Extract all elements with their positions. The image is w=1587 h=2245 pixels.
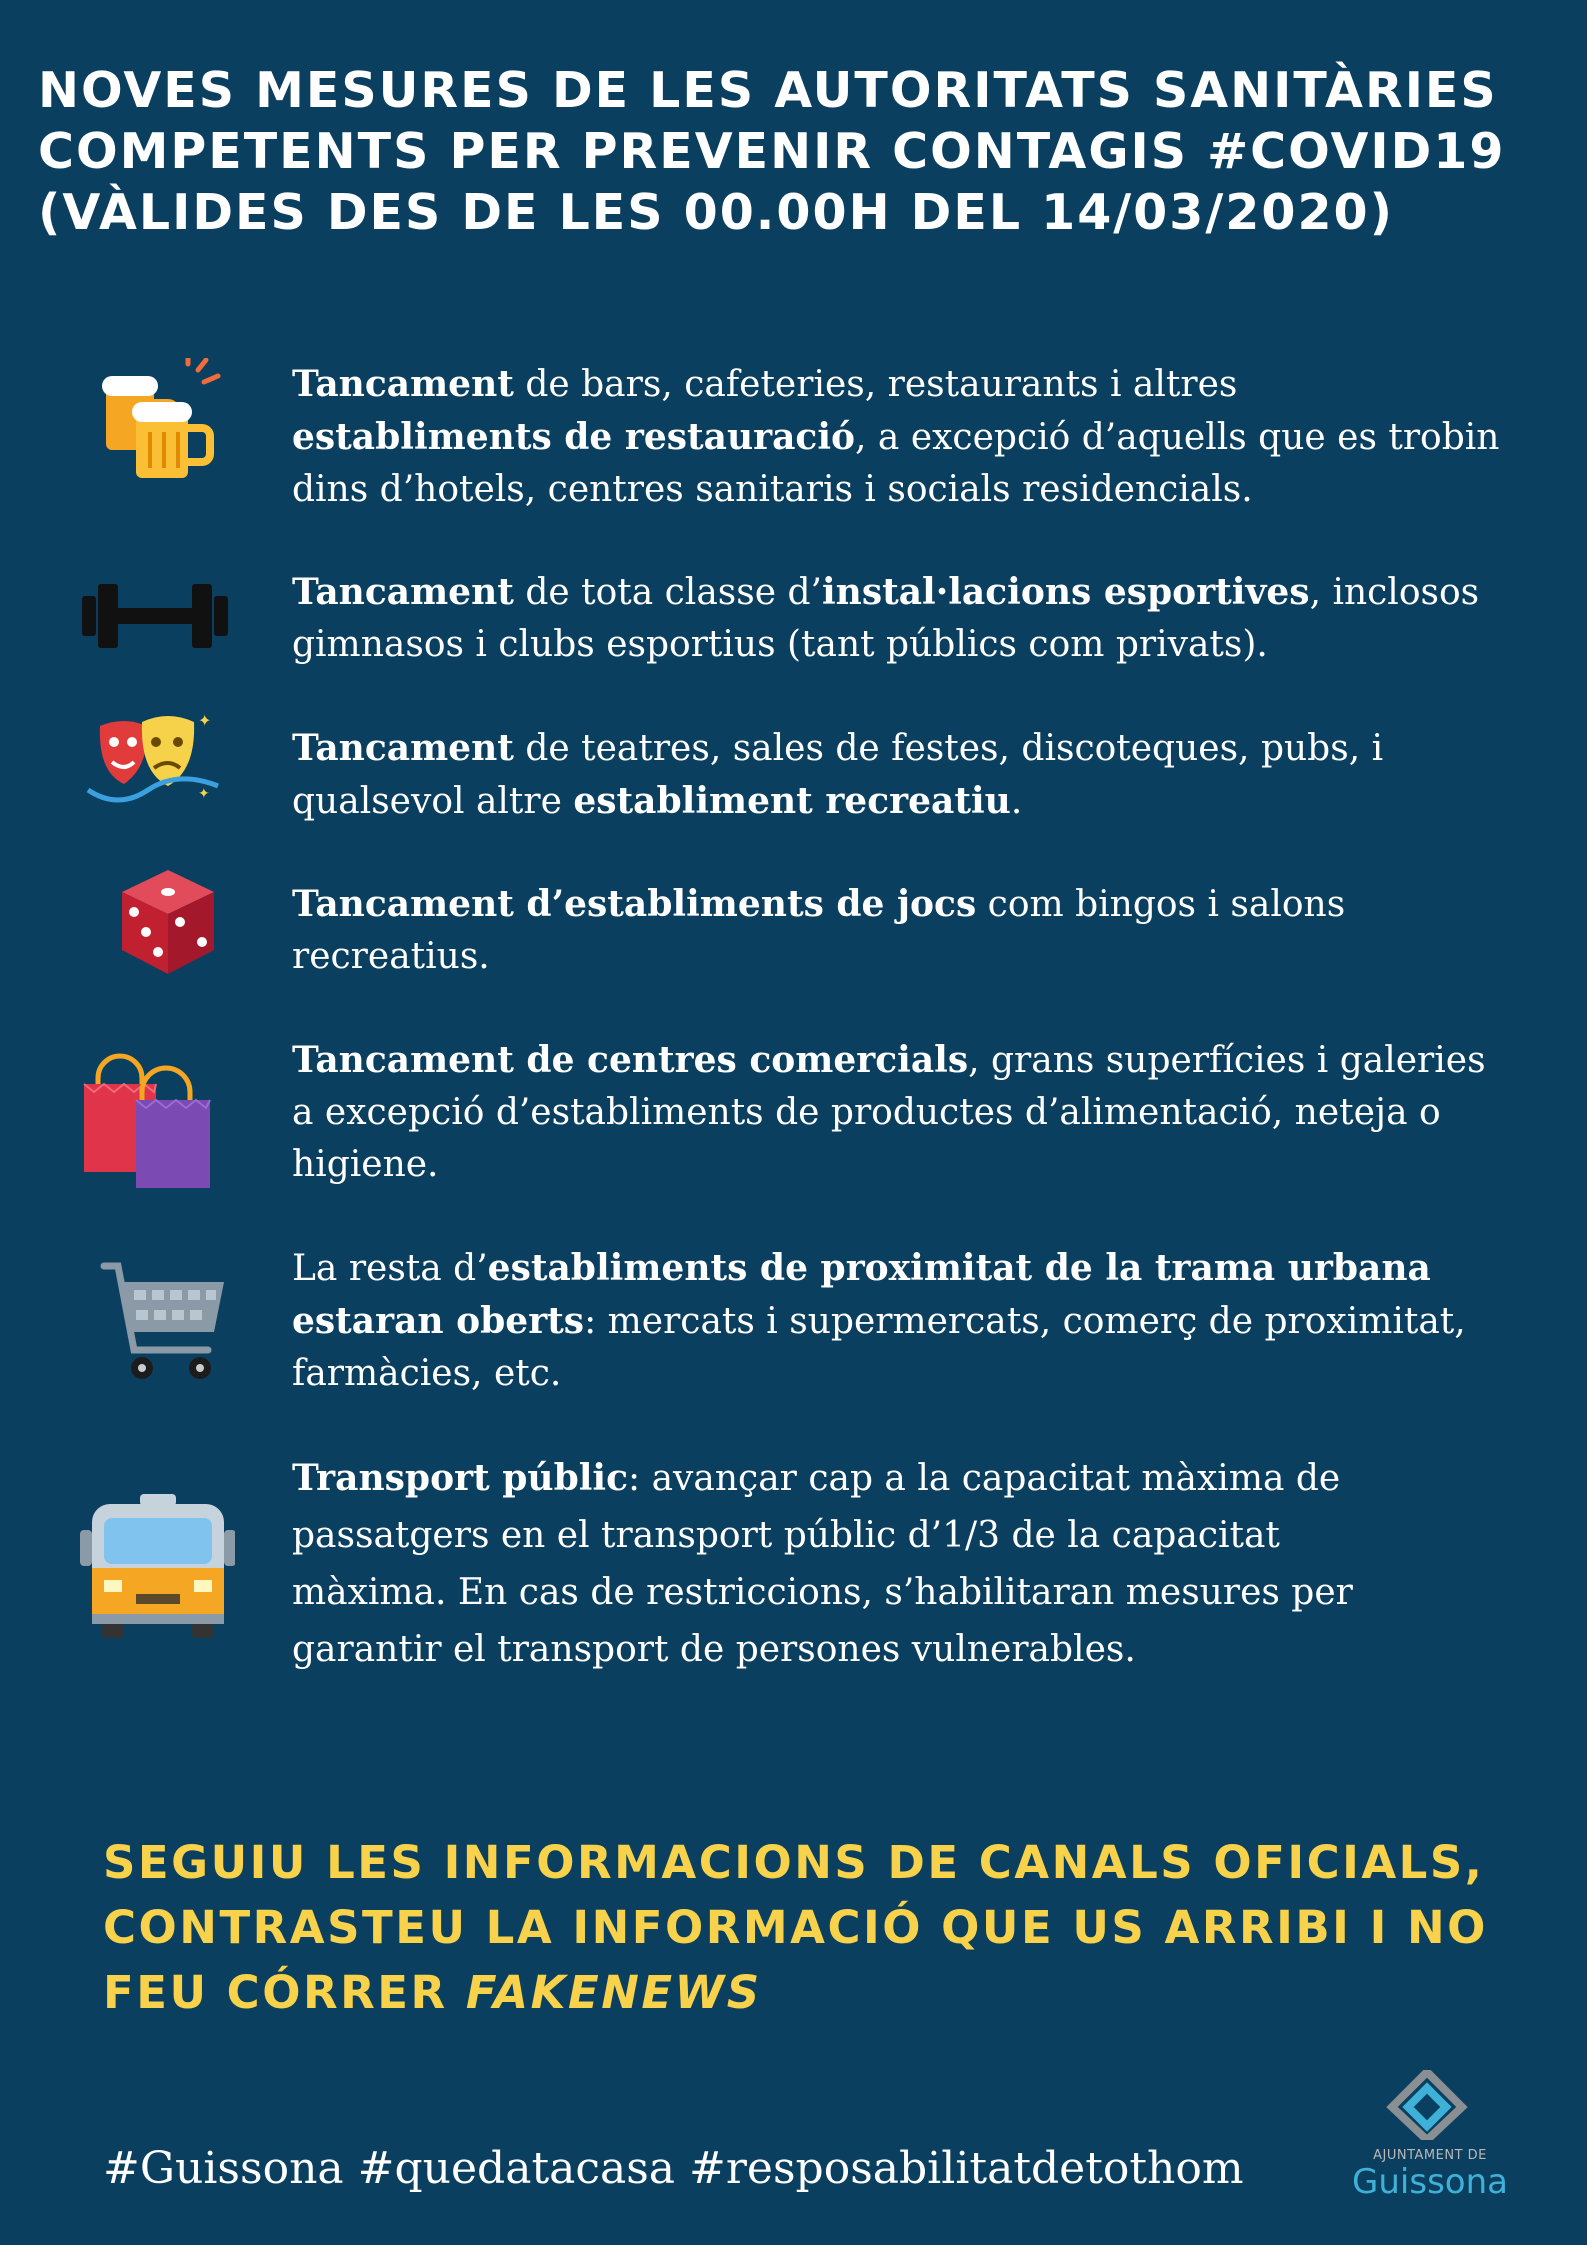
measure-text-line	[292, 1507, 1552, 1564]
beer-mugs-icon	[80, 358, 235, 488]
bus-icon	[80, 1490, 235, 1640]
bold-text: estaran oberts	[292, 1300, 585, 1342]
measure-text-line	[292, 931, 1552, 983]
text-run: recreatius.	[292, 936, 490, 977]
measure-text	[292, 722, 1552, 828]
text-run: qualsevol altre	[292, 781, 574, 822]
logo-line-2: Guissona	[1352, 2162, 1508, 2202]
text-run: , grans superfícies i galeries	[968, 1040, 1486, 1081]
measure-text-line	[292, 1450, 1552, 1507]
measure-text-line	[292, 411, 1552, 464]
official-channels-callout	[103, 1830, 1543, 2025]
bold-text: establiment recreatiu	[573, 780, 1011, 822]
text-run: : mercats i supermercats, comerç de proximitat,	[584, 1301, 1466, 1342]
fakenews-label: FAKENEWS	[465, 1966, 762, 2019]
callout-line	[103, 1960, 1543, 2025]
text-run: La resta d’	[292, 1248, 488, 1289]
text-run: garantir el transport de persones vulnerables.	[292, 1629, 1136, 1670]
measure-text	[292, 566, 1552, 671]
text-run: , a excepció d’aquells que es trobin	[855, 417, 1500, 458]
text-run: de teatres, sales de festes, discoteques, pubs, i	[513, 728, 1384, 769]
title-line: (VÀLIDES DES DE LES 00.00H DEL 14/03/2020)	[38, 184, 1395, 241]
measure-text-line	[292, 878, 1552, 931]
measure-text-line	[292, 1621, 1552, 1678]
bold-text: establiments de restauració	[292, 416, 856, 458]
bold-text: Tancament	[292, 363, 514, 405]
measure-text-line	[292, 566, 1552, 619]
logo-line-1: AJUNTAMENT DE	[1373, 2148, 1487, 2163]
shopping-cart-icon	[80, 1260, 235, 1390]
measure-text-line	[292, 1034, 1552, 1087]
title-line: COMPETENTS PER PREVENIR CONTAGIS #COVID19	[38, 123, 1506, 180]
page-title	[38, 60, 1558, 243]
bold-text: Transport públic	[292, 1457, 629, 1499]
measure-text-line	[292, 358, 1552, 411]
hashtags: #Guissona #quedatacasa #resposabilitatdetothom	[103, 2143, 1244, 2194]
measure-text-line	[292, 1087, 1552, 1139]
measure-text-line	[292, 464, 1552, 516]
guissona-logo-icon	[1382, 2070, 1472, 2140]
text-run: de tota classe d’	[513, 572, 822, 613]
dumbbell-icon	[78, 550, 233, 680]
text-run: , inclosos	[1309, 572, 1480, 613]
measure-text	[292, 1450, 1552, 1678]
text-run: a excepció d’establiments de productes d’alimentació, neteja o	[292, 1092, 1441, 1133]
callout-line: SEGUIU LES INFORMACIONS DE CANALS OFICIALS,	[103, 1836, 1485, 1889]
title-line: NOVES MESURES DE LES AUTORITATS SANITÀRIES	[38, 62, 1498, 119]
text-run: : avançar cap a la capacitat màxima de	[628, 1458, 1341, 1499]
measure-text	[292, 1242, 1552, 1400]
measure-text-line	[292, 1348, 1552, 1400]
shopping-bags-icon	[80, 1048, 235, 1188]
measure-text	[292, 1034, 1552, 1191]
text-run: higiene.	[292, 1144, 439, 1185]
measure-text	[292, 358, 1552, 516]
text-run: màxima. En cas de restriccions, s’habilitaran mesures per	[292, 1572, 1353, 1613]
callout-prefix: FEU CÓRRER	[103, 1966, 466, 2019]
measure-text-line	[292, 1564, 1552, 1621]
bold-text: instal·lacions esportives	[821, 571, 1310, 613]
text-run: gimnasos i clubs esportius (tant públics com privats).	[292, 624, 1268, 665]
measure-text-line	[292, 722, 1552, 775]
measure-text-line	[292, 1295, 1552, 1348]
measure-text-line	[292, 619, 1552, 671]
guissona-logo	[1340, 2070, 1520, 2200]
text-run: com bingos i salons	[976, 884, 1346, 925]
callout-line: CONTRASTEU LA INFORMACIÓ QUE US ARRIBI I NO	[103, 1901, 1488, 1954]
measure-text-line	[292, 1242, 1552, 1295]
text-run: dins d’hotels, centres sanitaris i socials residencials.	[292, 469, 1253, 510]
svg-text:✦: ✦	[198, 786, 210, 802]
text-run: de bars, cafeteries, restaurants i altres	[513, 364, 1238, 405]
dice-icon	[80, 870, 235, 1000]
text-run: passatgers en el transport públic d’1/3 de la capacitat	[292, 1515, 1280, 1556]
bold-text: Tancament	[292, 727, 514, 769]
text-run: .	[1010, 781, 1023, 822]
measure-text	[292, 878, 1552, 983]
bold-text: Tancament de centres comercials	[292, 1039, 969, 1081]
theater-masks-icon	[80, 704, 235, 834]
bold-text: establiments de proximitat de la trama urbana	[487, 1247, 1431, 1289]
svg-text:✦: ✦	[198, 711, 212, 730]
measure-text-line	[292, 1139, 1552, 1191]
bold-text: Tancament d’establiments de jocs	[292, 883, 977, 925]
bold-text: Tancament	[292, 571, 514, 613]
text-run: farmàcies, etc.	[292, 1353, 562, 1394]
measure-text-line	[292, 775, 1552, 828]
